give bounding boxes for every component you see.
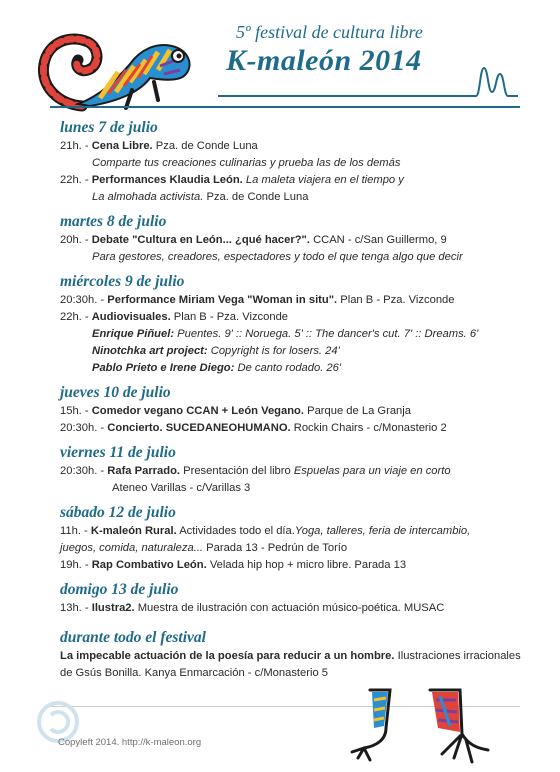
event-time: 20:30h. - bbox=[60, 422, 105, 434]
day-saturday bbox=[60, 503, 530, 574]
event-venue: Velada hip hop + micro libre. Parada 13 bbox=[209, 559, 407, 571]
event-title: Comedor vegano CCAN + León Vegano. bbox=[91, 405, 305, 417]
day-monday bbox=[60, 118, 530, 206]
day-sunday bbox=[60, 580, 530, 617]
day-heading: domigo 13 de julio bbox=[60, 581, 179, 598]
day-tuesday bbox=[60, 212, 530, 266]
event-title: La impecable actuación de la poesía para reducir a un hombre. bbox=[60, 650, 395, 662]
day-friday bbox=[60, 443, 530, 497]
day-wednesday bbox=[60, 272, 530, 377]
event-title: Rap Combativo León. bbox=[91, 559, 207, 571]
event-title: K-maleón Rural. bbox=[90, 525, 177, 537]
event-line bbox=[60, 463, 530, 480]
event-description: La maleta viajera en el tiempo y bbox=[245, 174, 404, 186]
event-title: Cena Libre. bbox=[91, 140, 153, 152]
event-title: Audiovisuales. bbox=[91, 311, 171, 323]
event-time: 22h. - bbox=[60, 174, 89, 186]
event-time: 11h. - bbox=[60, 525, 88, 537]
chameleon-logo-icon bbox=[30, 20, 198, 112]
event-venue: Rockin Chairs - c/Monasterio 2 bbox=[290, 422, 447, 434]
event-title: Concierto. SUCEDANEOHUMANO. bbox=[107, 422, 291, 434]
chameleon-feet-icon bbox=[350, 688, 500, 766]
event-description: Comparte tus creaciones culinarias y prueba las de los demás bbox=[92, 157, 401, 169]
day-heading: jueves 10 de julio bbox=[60, 384, 171, 401]
event-title: Rafa Parrado. bbox=[107, 465, 181, 477]
event-line bbox=[60, 600, 530, 617]
event-venue: Ilustraciones irracionales de Gsús Bonilla. Kanya Enmarcación - c/Monasterio 5 bbox=[60, 650, 521, 679]
event-title: Performances Klaudia León. bbox=[91, 174, 243, 186]
event-time: 19h. - bbox=[60, 559, 89, 571]
event-time: 13h. - bbox=[60, 602, 89, 614]
event-line bbox=[60, 309, 530, 326]
event-line bbox=[60, 138, 530, 155]
event-title: Debate "Cultura en León... ¿qué hacer?". bbox=[91, 234, 310, 246]
day-heading: viernes 11 de julio bbox=[60, 444, 176, 461]
festival-wide-event bbox=[60, 628, 530, 682]
event-venue: Parque de La Granja bbox=[307, 405, 411, 417]
event-venue: Plan B - Pza. Vizconde bbox=[340, 294, 455, 306]
event-line bbox=[60, 403, 530, 420]
title-wave-decoration bbox=[218, 62, 518, 98]
header-divider bbox=[50, 106, 520, 108]
day-heading: sábado 12 de julio bbox=[60, 504, 176, 521]
event-time: 20:30h. - bbox=[60, 294, 105, 306]
event-description: juegos, comida, naturaleza... bbox=[60, 542, 204, 554]
footer-copyleft: Copyleft 2014. http://k-maleon.org bbox=[58, 737, 202, 748]
event-line bbox=[60, 172, 530, 189]
event-line bbox=[60, 540, 530, 557]
event-line bbox=[60, 523, 530, 540]
event-line bbox=[60, 292, 530, 309]
event-time: 20:30h. - bbox=[60, 465, 105, 477]
day-heading: lunes 7 de julio bbox=[60, 119, 158, 136]
event-description: La almohada activista. Pza. de Conde Luna bbox=[92, 191, 309, 203]
event-description: Yoga, talleres, feria de intercambio, bbox=[294, 525, 471, 537]
event-time: 21h. - bbox=[60, 140, 89, 152]
event-line bbox=[60, 232, 530, 249]
event-detail: Actividades todo el día. bbox=[179, 525, 295, 537]
event-line bbox=[60, 648, 530, 682]
event-time: 15h. - bbox=[60, 405, 89, 417]
event-venue: CCAN - c/San Guillermo, 9 bbox=[313, 234, 447, 246]
screening-line: Pablo Prieto e Irene Diego: De canto rodado. 26' bbox=[92, 362, 342, 374]
event-venue: Pza. de Conde Luna bbox=[206, 191, 309, 203]
program-list bbox=[60, 118, 530, 623]
book-title: Espuelas para un viaje en corto bbox=[293, 465, 451, 477]
event-description: Para gestores, creadores, espectadores y todo el que tenga algo que decir bbox=[92, 251, 463, 263]
event-title: Performance Miriam Vega "Woman in situ". bbox=[107, 294, 338, 306]
event-title: Ilustra2. bbox=[91, 602, 135, 614]
screening-line: Enrique Piñuel: Puentes. 9' :: Noruega. 5' :: The dancer's cut. 7' :: Dreams. 6' bbox=[92, 328, 479, 340]
event-venue: Muestra de ilustración con actuación músico-poética. MUSAC bbox=[137, 602, 445, 614]
event-time: 20h. - bbox=[60, 234, 89, 246]
event-time: 22h. - bbox=[60, 311, 89, 323]
event-venue: Ateneo Varillas - c/Varillas 3 bbox=[112, 482, 251, 494]
day-heading: miércoles 9 de julio bbox=[60, 273, 185, 290]
event-line bbox=[60, 557, 530, 574]
day-thursday bbox=[60, 383, 530, 437]
day-heading: martes 8 de julio bbox=[60, 213, 167, 230]
festival-subtitle: 5º festival de cultura libre bbox=[236, 22, 423, 42]
festival-title: K-maleón 2014 bbox=[226, 44, 422, 77]
festival-heading: durante todo el festival bbox=[60, 629, 206, 646]
event-line bbox=[60, 420, 530, 437]
event-venue: Plan B - Pza. Vizconde bbox=[173, 311, 289, 323]
event-detail: Presentación del libro bbox=[183, 465, 291, 477]
event-venue: Parada 13 - Pedrún de Torío bbox=[206, 542, 348, 554]
screening-line: Ninotchka art project: Copyright is for losers. 24' bbox=[92, 345, 340, 357]
event-venue: Pza. de Conde Luna bbox=[155, 140, 258, 152]
